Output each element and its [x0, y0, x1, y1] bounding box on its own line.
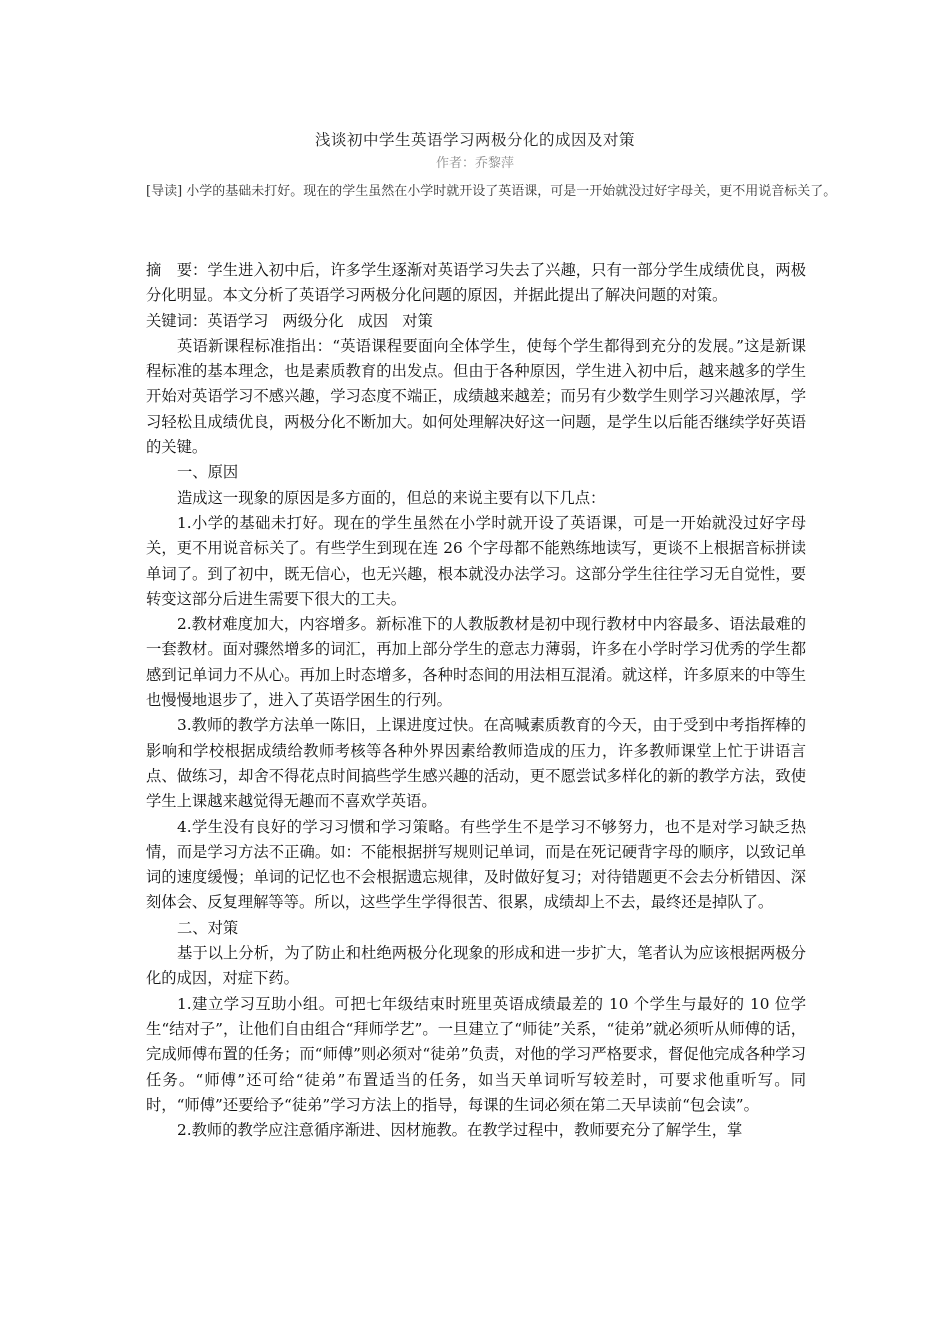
cause-4: 4.学生没有良好的学习习惯和学习策略。有些学生不是学习不够努力，也不是对学习缺乏热情，而是学习方法不正确。如：不能根据拼写规则记单词，而是在死记硬背字母的顺序，以致记单词的速度缓慢；单词的记忆也不会根据遗忘规律，及时做好复习；对待错题更不会去分析错因、深刻体会、反复理解等等。所以，这些学生学得很苦、很累，成绩却上不去，最终还是掉队了。 [146, 817, 806, 912]
measures-lead: 基于以上分析，为了防止和杜绝两极分化现象的形成和进一步扩大，笔者认为应该根据两极分化的成因，对症下药。 [146, 944, 806, 988]
abstract-paragraph: 摘 要：学生进入初中后，许多学生逐渐对英语学习失去了兴趣，只有一部分学生成绩优良，两极分化明显。本文分析了英语学习两极分化问题的原因，并据此提出了解决问题的对策。 [146, 261, 806, 305]
cause-1: 1.小学的基础未打好。现在的学生虽然在小学时就开设了英语课，可是一开始就没过好字母关，更不用说音标关了。有些学生到现在连 26 个字母都不能熟练地读写，更谈不上根据音标拼读单词了。到了初中，既无信心，也无兴趣，根本就没办法学习。这部分学生往往学习无自觉性，要转变这部分后进生需要下很大的工夫。 [146, 513, 806, 608]
keyword-item: 对策 [402, 311, 433, 330]
cause-2: 2.教材难度加大，内容增多。新标准下的人教版教材是初中现行教材中内容最多、语法最难的一套教材。面对骤然增多的词汇，再加上部分学生的意志力薄弱，许多在小学时学习优秀的学生都感到记单词力不从心。再加上时态增多，各种时态间的用法相互混淆。就这样，许多原来的中等生也慢慢地退步了，进入了英语学困生的行列。 [146, 615, 806, 710]
section-heading-causes: 一、原因 [177, 463, 239, 482]
measure-1: 1.建立学习互助小组。可把七年级结束时班里英语成绩最差的 10 个学生与最好的 10 位学生“结对子”，让他们自由组合“拜师学艺”。一旦建立了“师徒”关系，“徒弟”就必须听从师傅的话，完成师傅布置的任务；而“师傅”则必须对“徒弟”负责，对他的学习严格要求，督促他完成各种学习任务。“师傅”还可给“徒弟”布置适当的任务，如当天单词听写较差时，可要求他重听写。同时，“师傅”还要给予“徒弟”学习方法上的指导，每课的生词必须在第二天早读前“包会读”。 [146, 994, 806, 1114]
keyword-item: 英语学习 [207, 311, 269, 330]
causes-lead: 造成这一现象的原因是多方面的，但总的来说主要有以下几点： [177, 488, 606, 507]
cause-3: 3.教师的教学方法单一陈旧，上课进度过快。在高喊素质教育的今天，由于受到中考指挥棒的影响和学校根据成绩给教师考核等各种外界因素给教师造成的压力，许多教师课堂上忙于讲语言点、做练习，却舍不得花点时间搞些学生感兴趣的活动，更不愿尝试多样化的新的教学方法，致使学生上课越来越觉得无趣而不喜欢学英语。 [146, 716, 806, 811]
keyword-item: 两级分化 [282, 311, 344, 330]
section-heading-measures: 二、对策 [177, 918, 239, 937]
keywords-label: 关键词： [146, 311, 208, 330]
measure-2: 2.教师的教学应注意循序渐进、因材施教。在教学过程中，教师要充分了解学生，掌 [177, 1121, 743, 1140]
paragraph-standard: 英语新课程标准指出：“英语课程要面向全体学生，使每个学生都得到充分的发展。”这是新课程标准的基本理念，也是素质教育的出发点。但由于各种原因，学生进入初中后，越来越多的学生开始对英语学习不感兴趣，学习态度不端正，成绩越来越差；而另有少数学生则学习兴趣浓厚，学习轻松且成绩优良，两极分化不断加大。如何处理解决好这一问题，是学生以后能否继续学好英语的关键。 [146, 336, 806, 457]
article-title: 浅谈初中学生英语学习两极分化的成因及对策 [314, 131, 635, 149]
keyword-item: 成因 [357, 311, 389, 330]
article-author: 作者：乔黎萍 [435, 156, 514, 171]
article-intro: [导读] 小学的基础未打好。现在的学生虽然在小学时就开设了英语课，可是一开始就没过好字母关，更不用说音标关了。 [146, 184, 837, 199]
keywords-line [146, 309, 806, 334]
article-body [146, 258, 806, 1143]
